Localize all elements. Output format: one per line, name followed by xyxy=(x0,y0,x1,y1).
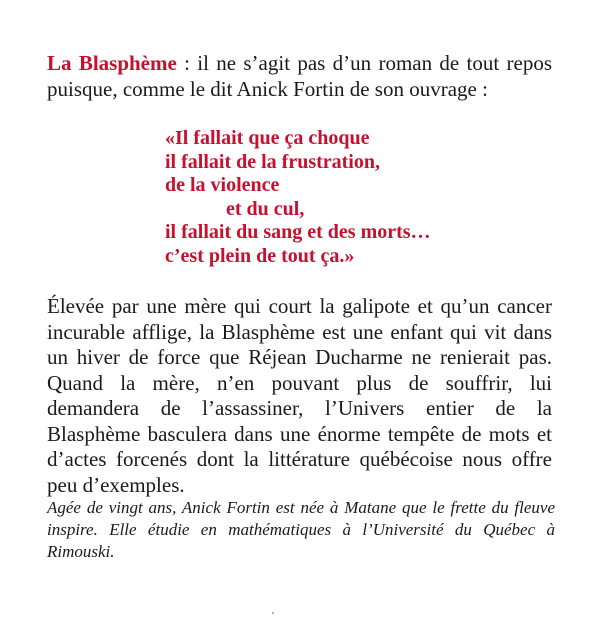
quote-line: et du cul, xyxy=(226,197,305,220)
quote-line: de la violence xyxy=(165,174,280,196)
synopsis-paragraph: Élevée par une mère qui court la galipote et qu’un cancer incurable afflige, la Blasphème est une enfant qui vit dans un hiver de force que Réjean Ducharme ne renierait pas. Quand la mère, n’en pouvant plus de souffrir, lui demandera de l’assassiner, l’Univers entier de la Blasphème basculera dans une énorme tempête de mots et d’actes forcenés dont la littérature québécoise nous offre peu d’exemples. xyxy=(47,294,552,497)
quote-line: il fallait de la frustration, xyxy=(165,150,380,173)
quote-line: il fallait du sang et des morts… xyxy=(165,221,431,243)
intro-text: : il ne s’agit pas d’un roman de tout repos puisque, comme le dit Anick Fortin de son ouvrage : xyxy=(47,51,553,101)
author-quote xyxy=(165,127,565,268)
page-mark xyxy=(272,612,274,614)
quote-line: «Il fallait que ça choque xyxy=(165,127,370,149)
quote-line: c’est plein de tout ça.» xyxy=(165,244,355,267)
book-title: La Blasphème xyxy=(47,51,177,75)
author-bio: Agée de vingt ans, Anick Fortin est née à Matane que le frette du fleuve inspire. Elle étudie en mathématiques à l’Université du Québec à Rimouski. xyxy=(47,498,555,561)
intro-paragraph xyxy=(47,50,552,102)
